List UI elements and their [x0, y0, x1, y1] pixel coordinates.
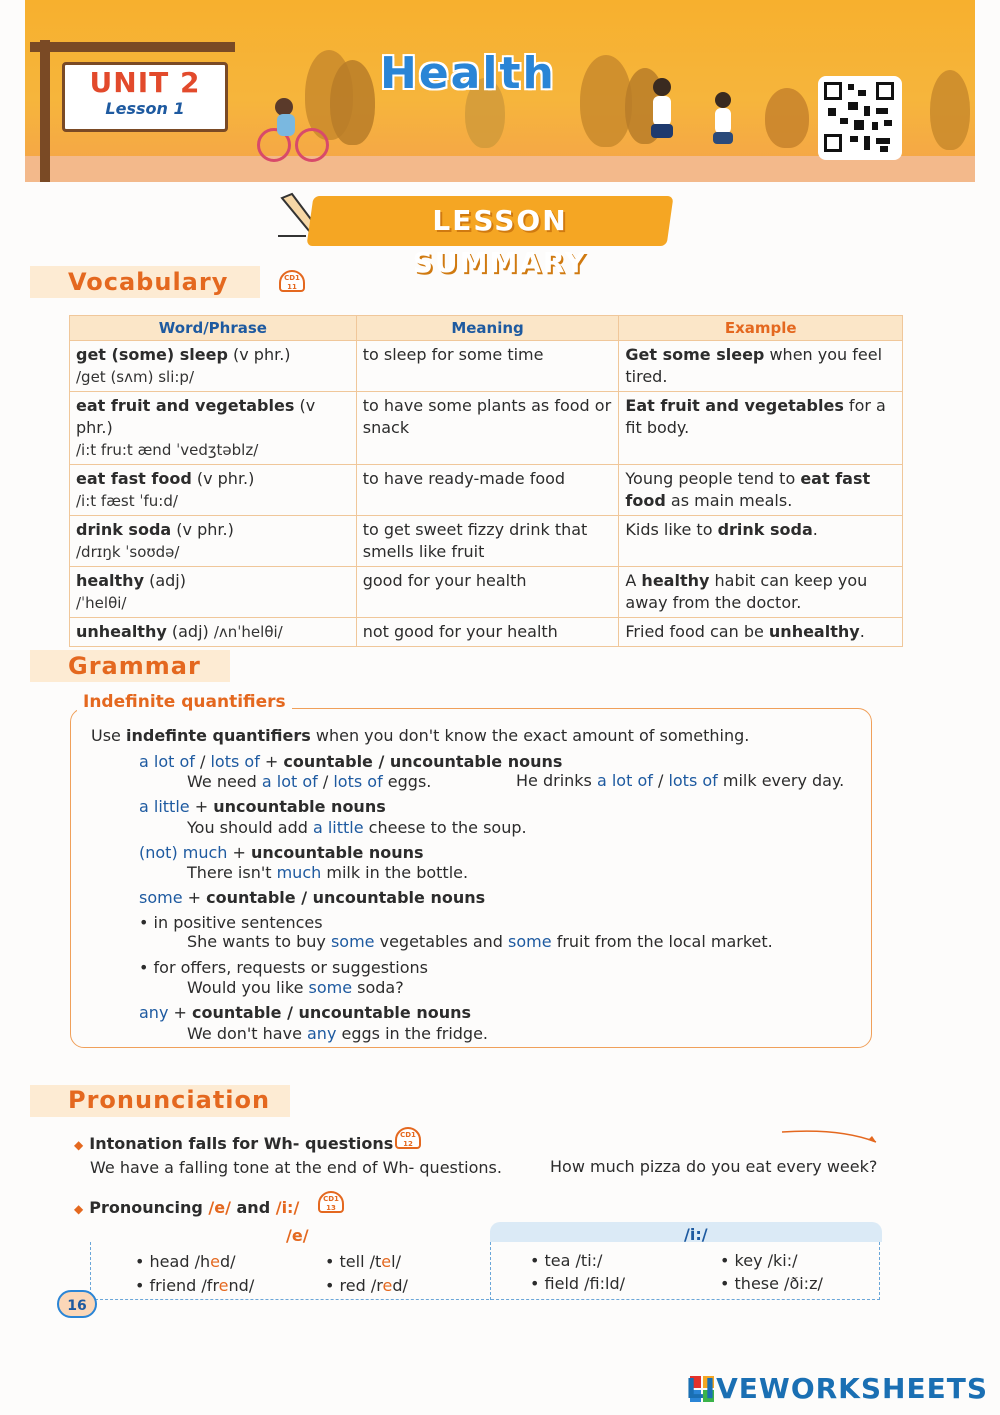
vocab-ipa: /i:t fæst ˈfu:d/	[76, 492, 178, 510]
cd-track: 11	[287, 283, 297, 291]
table-row	[70, 516, 903, 567]
runner-shorts	[651, 124, 673, 138]
column-header-example: Example	[619, 316, 903, 341]
vocab-meaning: good for your health	[356, 567, 619, 618]
vocab-ipa: /i:t fru:t ænd ˈvedʒtəblz/	[76, 441, 259, 459]
page-title: Health	[380, 48, 556, 99]
grammar-subtitle: Indefinite quantifiers	[77, 692, 292, 712]
grammar-bullet: • for offers, requests or suggestions	[139, 958, 429, 977]
table-row	[70, 618, 903, 647]
grammar-rule: (not) much + uncountable nouns	[139, 843, 424, 862]
signpost	[40, 40, 50, 182]
vocab-example: Get some sleep when you feel tired.	[619, 341, 903, 392]
cyclist-body	[277, 114, 295, 136]
table-row	[70, 392, 903, 465]
vocab-ipa: /ʌnˈhelθi/	[213, 623, 283, 641]
grammar-bullet: • in positive sentences	[139, 913, 323, 932]
runner-body	[715, 108, 731, 134]
grammar-rule: a little + uncountable nouns	[139, 797, 386, 816]
vocab-meaning: to sleep for some time	[356, 341, 619, 392]
i-word: • these /ði:z/	[720, 1274, 823, 1293]
e-word: • tell /tel/	[325, 1252, 401, 1271]
audio-cd-icon[interactable]	[279, 270, 305, 292]
column-header-meaning: Meaning	[356, 316, 619, 341]
unit-title: UNIT 2	[89, 66, 201, 99]
vocabulary-table	[69, 315, 903, 647]
vocab-pos: (v phr.)	[191, 469, 255, 488]
vocabulary-title: Vocabulary	[68, 268, 229, 296]
lesson-title: Lesson 1	[105, 99, 185, 118]
i-word: • key /ki:/	[720, 1251, 798, 1270]
signpost-beam	[30, 42, 235, 52]
runner-body	[653, 96, 671, 126]
grammar-example: You should add a little cheese to the soup.	[187, 818, 527, 837]
vocab-pos: (v phr.)	[76, 396, 316, 437]
grammar-intro: Use indefinte quantifiers when you don't know the exact amount of something.	[91, 726, 750, 745]
vocab-meaning: to have some plants as food or snack	[356, 392, 619, 465]
e-sound-heading: /e/	[286, 1226, 309, 1245]
vocab-word: get (some) sleep	[76, 345, 228, 364]
vocab-example: Kids like to drink soda.	[619, 516, 903, 567]
grammar-rule: any + countable / uncountable nouns	[139, 1003, 472, 1022]
i-word: • tea /ti:/	[530, 1251, 603, 1270]
qr-code-icon[interactable]	[818, 76, 902, 160]
grammar-example: There isn't much milk in the bottle.	[187, 863, 469, 882]
grammar-title: Grammar	[68, 652, 201, 680]
vocab-pos: (adj)	[144, 571, 186, 590]
vocab-meaning: to have ready-made food	[356, 465, 619, 516]
audio-cd-icon[interactable]: CD1 13	[318, 1191, 344, 1213]
unit-sign	[62, 62, 228, 132]
vocab-word: unhealthy	[76, 622, 167, 641]
vocab-word: eat fast food	[76, 469, 192, 488]
runner-head	[715, 92, 731, 108]
vocab-meaning: to get sweet fizzy drink that smells like fruit	[356, 516, 619, 567]
runner-shorts	[713, 132, 733, 144]
vocab-example: Young people tend to eat fast food as main meals.	[619, 465, 903, 516]
footer-brand[interactable]: LIVEWORKSHEETS	[685, 1372, 988, 1405]
i-sound-heading: /i:/	[684, 1225, 708, 1244]
grammar-example: We need a lot of / lots of eggs.	[187, 772, 432, 791]
vocab-word: eat fruit and vegetables	[76, 396, 295, 415]
audio-cd-icon[interactable]: CD1 12	[395, 1127, 421, 1149]
grammar-rule: some + countable / uncountable nouns	[139, 888, 486, 907]
table-row	[70, 341, 903, 392]
table-row	[70, 567, 903, 618]
pronunciation-point: ◆ Intonation falls for Wh- questions	[74, 1134, 394, 1153]
grammar-example: She wants to buy some vegetables and some fruit from the local market.	[187, 932, 773, 951]
vocab-word: drink soda	[76, 520, 172, 539]
cd-label: CD1	[284, 274, 300, 282]
vocab-pos: (v phr.)	[171, 520, 234, 539]
table-row	[70, 465, 903, 516]
vocab-word: healthy	[76, 571, 144, 590]
vocab-ipa: /ˈhelθi/	[76, 594, 127, 612]
bicycle-wheel	[295, 128, 329, 162]
vocab-meaning: not good for your health	[356, 618, 619, 647]
vocab-pos: (v phr.)	[227, 345, 291, 364]
e-word: • friend /frend/	[135, 1276, 255, 1295]
vocab-ipa: /get (sʌm) sli:p/	[76, 368, 195, 386]
tree-illustration	[930, 70, 970, 150]
pronunciation-example: How much pizza do you eat every week?	[550, 1157, 878, 1176]
tree-illustration	[330, 60, 375, 145]
diamond-bullet-icon: ◆	[74, 1202, 84, 1216]
grammar-example: He drinks a lot of / lots of milk every day.	[516, 771, 845, 790]
falling-tone-arrow-icon	[780, 1128, 880, 1146]
column-header-word: Word/Phrase	[70, 316, 357, 341]
page-number: 16	[57, 1290, 97, 1318]
vocab-example: Eat fruit and vegetables for a fit body.	[619, 392, 903, 465]
e-word: • head /hed/	[135, 1252, 236, 1271]
grammar-example: We don't have any eggs in the fridge.	[187, 1024, 488, 1043]
pronunciation-point: ◆ Pronouncing /e/ and /i:/	[74, 1198, 300, 1217]
runner-head	[653, 78, 671, 96]
lesson-summary-title: LESSON SUMMARY	[412, 204, 588, 279]
i-word: • field /fi:ld/	[530, 1274, 625, 1293]
vocab-pos: (adj)	[166, 622, 209, 641]
vocab-ipa: /drɪŋk ˈsoʊdə/	[76, 543, 180, 561]
vocab-example: Fried food can be unhealthy.	[619, 618, 903, 647]
vocab-example: A healthy habit can keep you away from the doctor.	[619, 567, 903, 618]
grammar-rule: a lot of / lots of + countable / uncountable nouns	[139, 752, 563, 771]
diamond-bullet-icon: ◆	[74, 1138, 84, 1152]
e-word: • red /red/	[325, 1276, 408, 1295]
sound-box-divider	[490, 1242, 491, 1300]
pronunciation-text: We have a falling tone at the end of Wh- questions.	[90, 1158, 502, 1177]
table-header-row	[70, 316, 903, 341]
pronunciation-title: Pronunciation	[68, 1086, 271, 1114]
grammar-example: Would you like some soda?	[187, 978, 404, 997]
tree-illustration	[765, 88, 809, 148]
